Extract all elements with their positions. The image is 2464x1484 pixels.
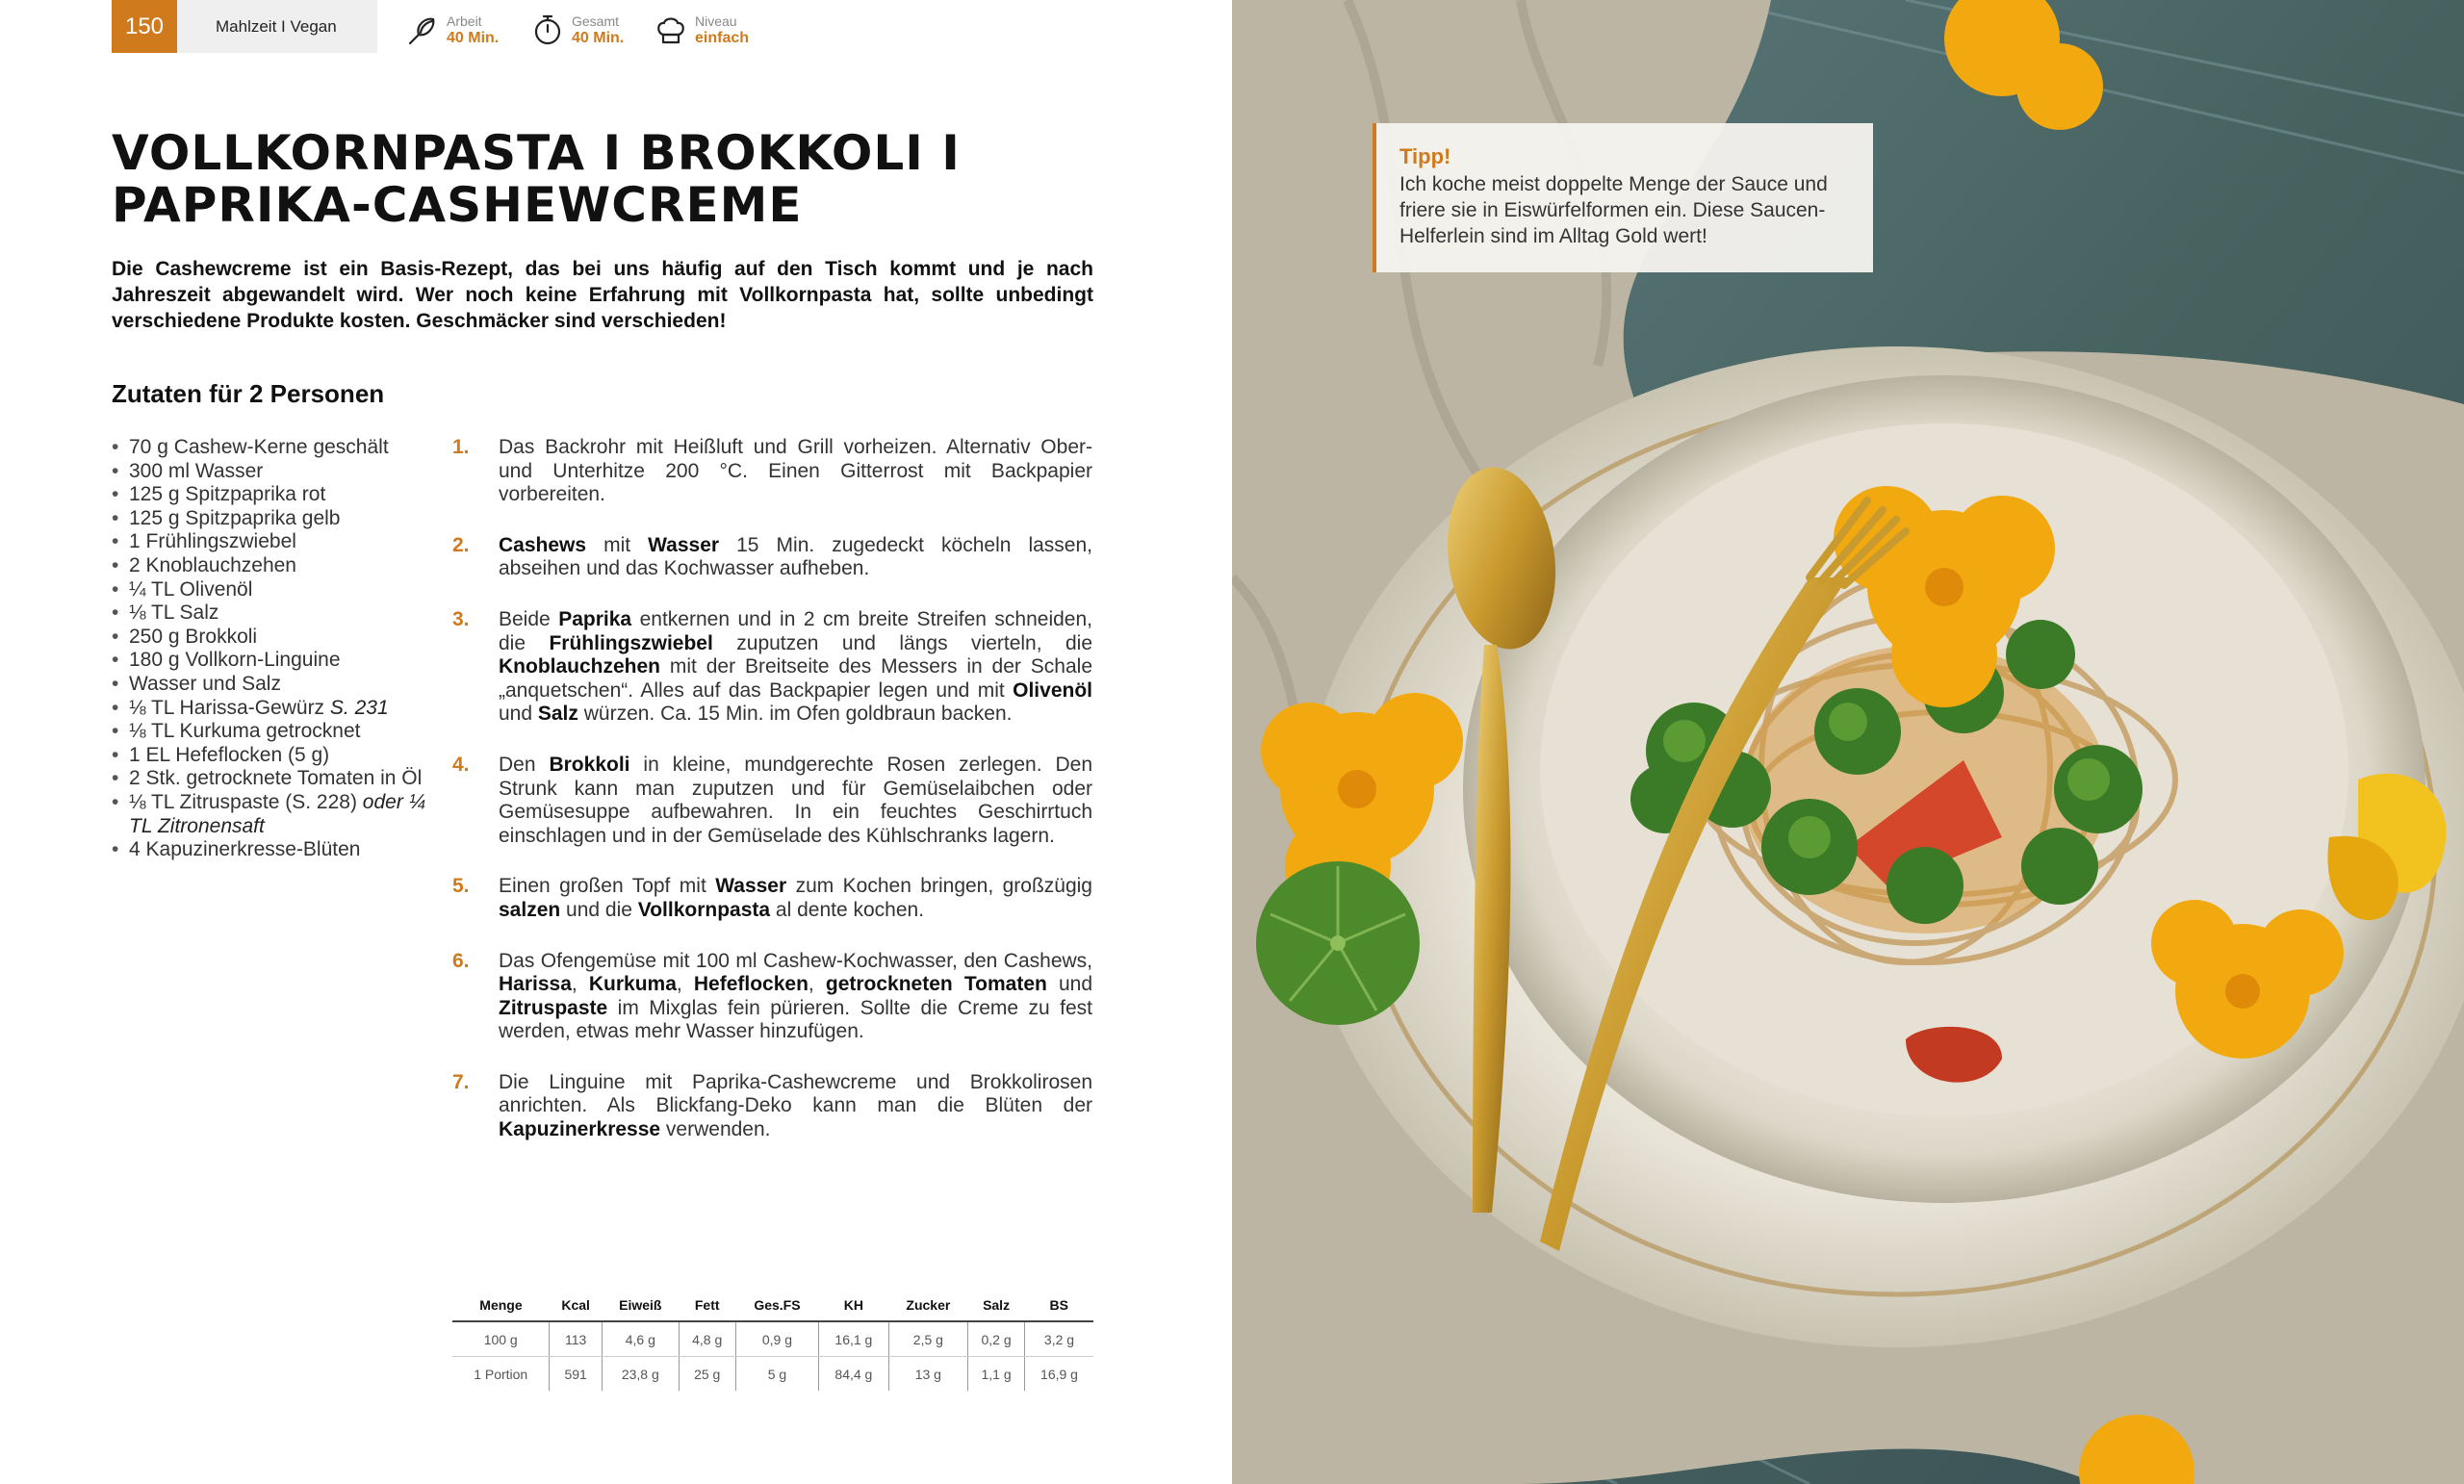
step-text: Das Backrohr mit Heißluft und Grill vorheizen. Alternativ Ober- und Unterhitze 200 °C. Einen Gitterrost mit Backpapier vorbereiten. xyxy=(499,436,1092,506)
nutrition-header-cell: Eiweiß xyxy=(602,1290,679,1321)
step-text: , xyxy=(808,973,826,996)
ingredient-text: ⅛ TL Kurkuma getrocknet xyxy=(129,720,361,743)
nutrition-cell: 113 xyxy=(550,1321,602,1357)
ingredient-text: 1 Frühlingszwiebel xyxy=(129,530,296,553)
step-number: 1. xyxy=(452,436,470,458)
step-item xyxy=(452,436,1092,507)
step-text: zum Kochen bringen, großzügig xyxy=(786,875,1092,898)
step-ingredient-highlight: Kurkuma xyxy=(588,973,677,996)
total-value: 40 Min. xyxy=(572,30,625,46)
ingredient-item xyxy=(112,649,429,673)
nutrition-header-cell: Kcal xyxy=(550,1290,602,1321)
total-label: Gesamt xyxy=(572,13,620,29)
ingredient-text: 70 g Cashew-Kerne geschält xyxy=(129,436,389,458)
ingredient-item xyxy=(112,483,429,507)
ingredient-text: Wasser und Salz xyxy=(129,672,281,695)
nutrition-cell: 25 g xyxy=(679,1357,735,1392)
step-text: , xyxy=(571,973,589,996)
step-number: 4. xyxy=(452,753,470,776)
step-ingredient-highlight: Kapuzinerkresse xyxy=(499,1118,661,1141)
step-text: , xyxy=(676,973,694,996)
ingredient-item xyxy=(112,697,429,721)
step-text: und xyxy=(499,703,538,726)
nutrition-cell: 3,2 g xyxy=(1025,1321,1094,1357)
step-text: Den xyxy=(499,753,550,776)
ingredients-heading: Zutaten für 2 Personen xyxy=(112,379,385,408)
tip-text: Ich koche meist doppelte Menge der Sauce und friere sie in Eiswürfelformen ein. Diese Saucen-Helferlein sind im Alltag Gold wert! xyxy=(1399,173,1828,247)
nutrition-header-cell: Fett xyxy=(679,1290,735,1321)
nutrition-cell: 23,8 g xyxy=(602,1357,679,1392)
recipe-title xyxy=(112,127,1074,231)
step-ingredient-highlight: Wasser xyxy=(648,533,720,556)
total-time xyxy=(531,13,624,48)
ingredient-item xyxy=(112,791,429,838)
page-number: 150 xyxy=(112,0,177,53)
whisk-icon xyxy=(406,13,439,46)
nutrition-header-cell: Zucker xyxy=(888,1290,968,1321)
ingredient-item xyxy=(112,838,429,862)
nutrition-cell: 1,1 g xyxy=(968,1357,1025,1392)
ingredient-item xyxy=(112,767,429,791)
tip-title: Tipp! xyxy=(1399,144,1451,168)
nutrition-row xyxy=(452,1321,1093,1357)
category-label: Mahlzeit I Vegan xyxy=(177,0,377,53)
ingredient-reference: oder ¼ TL Zitronensaft xyxy=(129,790,426,837)
step-ingredient-highlight: Harissa xyxy=(499,973,572,996)
ingredient-item xyxy=(112,601,429,626)
nutrition-cell: 2,5 g xyxy=(888,1321,968,1357)
step-ingredient-highlight: Olivenöl xyxy=(1013,678,1092,702)
step-item xyxy=(452,875,1092,922)
step-item xyxy=(452,1071,1092,1142)
step-text: 15 Min. zugedeckt köcheln lassen, abseihen und das Kochwasser aufheben. xyxy=(499,533,1092,580)
ingredient-text: 125 g Spitzpaprika gelb xyxy=(129,506,341,529)
step-ingredient-highlight: Zitruspaste xyxy=(499,996,608,1019)
difficulty-level xyxy=(654,13,749,48)
ingredient-item xyxy=(112,554,429,578)
step-text: in kleine, mundgerechte Rosen zerlegen. Den Strunk kann man zuputzen und für Gemüselaibchen oder Gemüsesuppe aufbewahren. In ein feuchtes Geschirrtuch einschlagen und in der Gemüselade des Kühlschranks lagern. xyxy=(499,753,1093,847)
nutrition-cell: 1 Portion xyxy=(474,1366,528,1382)
nutrition-cell: 13 g xyxy=(888,1357,968,1392)
level-label: Niveau xyxy=(695,13,737,29)
step-text: Die Linguine mit Paprika-Cashewcreme und Brokkolirosen anrichten. Als Blickfang-Deko kann man die Blüten der xyxy=(499,1070,1092,1117)
ingredient-text: 125 g Spitzpaprika rot xyxy=(129,483,326,506)
step-number: 7. xyxy=(452,1070,470,1093)
title-line-2: PAPRIKA-CASHEWCREME xyxy=(112,177,803,233)
ingredient-item xyxy=(112,436,429,460)
ingredient-item xyxy=(112,626,429,650)
nutrition-header-cell: Menge xyxy=(452,1290,550,1321)
ingredient-text: 2 Stk. getrocknete Tomaten in Öl xyxy=(129,767,423,790)
nutrition-cell: 4,6 g xyxy=(602,1321,679,1357)
step-text: al dente kochen. xyxy=(770,898,925,921)
step-ingredient-highlight: getrockneten Tomaten xyxy=(825,973,1047,996)
ingredient-item xyxy=(112,507,429,531)
nutrition-header-cell: KH xyxy=(819,1290,888,1321)
ingredient-text: ⅛ TL Salz xyxy=(129,601,219,625)
ingredient-item xyxy=(112,744,429,768)
step-ingredient-highlight: Knoblauchzehen xyxy=(499,655,661,678)
step-text: und xyxy=(1046,973,1092,996)
step-number: 6. xyxy=(452,949,470,972)
step-item xyxy=(452,608,1092,727)
ingredient-item xyxy=(112,673,429,697)
nutrition-cell: 591 xyxy=(550,1357,602,1392)
step-number: 3. xyxy=(452,607,470,630)
level-value: einfach xyxy=(695,30,750,46)
step-ingredient-highlight: Hefeflocken xyxy=(693,973,808,996)
step-text: entkernen und in 2 cm breite Streifen schneiden, die xyxy=(499,607,1092,654)
nutrition-cell: 100 g xyxy=(452,1321,550,1357)
step-ingredient-highlight: Cashews xyxy=(499,533,587,556)
step-ingredient-highlight: Paprika xyxy=(558,607,632,630)
chef-hat-icon xyxy=(654,13,687,46)
title-line-1: VOLLKORNPASTA I BROKKOLI I xyxy=(112,125,961,181)
step-item xyxy=(452,950,1092,1044)
ingredient-text: ¼ TL Olivenöl xyxy=(129,577,253,601)
nutrition-cell: 16,9 g xyxy=(1025,1357,1094,1392)
ingredients-list xyxy=(112,436,429,862)
nutrition-header-cell: BS xyxy=(1025,1290,1094,1321)
nutrition-cell: 4,8 g xyxy=(679,1321,735,1357)
step-ingredient-highlight: Wasser xyxy=(715,875,787,898)
nutrition-cell: 16,1 g xyxy=(819,1321,888,1357)
step-text: zuputzen und längs vierteln, die xyxy=(712,631,1093,654)
step-item xyxy=(452,754,1092,848)
step-item xyxy=(452,534,1092,581)
step-number: 2. xyxy=(452,533,470,556)
ingredient-item xyxy=(112,460,429,484)
work-time xyxy=(406,13,499,48)
nutrition-header-cell: Salz xyxy=(968,1290,1025,1321)
ingredient-item xyxy=(112,720,429,744)
nutrition-header-cell: Ges.FS xyxy=(735,1290,819,1321)
ingredient-text: 180 g Vollkorn-Linguine xyxy=(129,649,341,672)
nutrition-cell: 5 g xyxy=(735,1357,819,1392)
work-label: Arbeit xyxy=(447,13,482,29)
steps-list xyxy=(452,436,1092,1169)
step-text: Beide xyxy=(499,607,559,630)
ingredient-reference: S. 231 xyxy=(329,696,389,719)
nutrition-cell: 0,9 g xyxy=(735,1321,819,1357)
ingredient-item xyxy=(112,578,429,602)
nutrition-cell: 0,2 g xyxy=(968,1321,1025,1357)
nutrition-table xyxy=(452,1290,1093,1391)
ingredient-text: 250 g Brokkoli xyxy=(129,625,258,648)
nutrition-cell: 84,4 g xyxy=(819,1357,888,1392)
ingredient-text: 4 Kapuzinerkresse-Blüten xyxy=(129,838,361,861)
step-text: mit xyxy=(586,533,649,556)
ingredient-item xyxy=(112,530,429,554)
step-ingredient-highlight: salzen xyxy=(499,898,561,921)
nutrition-row xyxy=(452,1357,1093,1392)
food-photo xyxy=(1232,0,2464,1484)
ingredient-text: 300 ml Wasser xyxy=(129,459,264,482)
step-ingredient-highlight: Vollkornpasta xyxy=(637,898,771,921)
ingredient-text: ⅛ TL Harissa-Gewürz xyxy=(129,696,330,719)
ingredient-text: ⅛ TL Zitruspaste (S. 228) xyxy=(129,790,363,813)
step-text: und die xyxy=(560,898,638,921)
stopwatch-icon xyxy=(531,13,564,46)
step-text: würzen. Ca. 15 Min. im Ofen goldbraun backen. xyxy=(578,703,1013,726)
step-ingredient-highlight: Frühlingszwiebel xyxy=(549,631,713,654)
step-ingredient-highlight: Brokkoli xyxy=(549,753,630,776)
ingredient-text: 2 Knoblauchzehen xyxy=(129,553,296,576)
intro-text: Die Cashewcreme ist ein Basis-Rezept, das bei uns häufig auf den Tisch kommt und je nach Jahreszeit abgewandelt wird. Wer noch keine Erfahrung mit Vollkornpasta hat, sollte unbedingt verschiedene Produkte kosten. Geschmäcker sind verschieden! xyxy=(112,258,1093,332)
tip-box xyxy=(1373,123,1873,272)
step-number: 5. xyxy=(452,875,470,898)
step-ingredient-highlight: Salz xyxy=(537,703,578,726)
step-text: mit der Breitseite des Messers in der Schale „anquetschen“. Alles auf das Backpapier legen und mit xyxy=(499,655,1092,702)
work-value: 40 Min. xyxy=(447,30,500,46)
step-text: Einen großen Topf mit xyxy=(499,875,716,898)
ingredient-text: 1 EL Hefeflocken (5 g) xyxy=(129,743,330,766)
step-text: im Mixglas fein pürieren. Sollte die Creme zu fest werden, etwas mehr Wasser hinzufügen. xyxy=(499,996,1092,1043)
step-text: Das Ofengemüse mit 100 ml Cashew-Kochwasser, den Cashews, xyxy=(499,949,1092,972)
step-text: verwenden. xyxy=(660,1118,771,1141)
